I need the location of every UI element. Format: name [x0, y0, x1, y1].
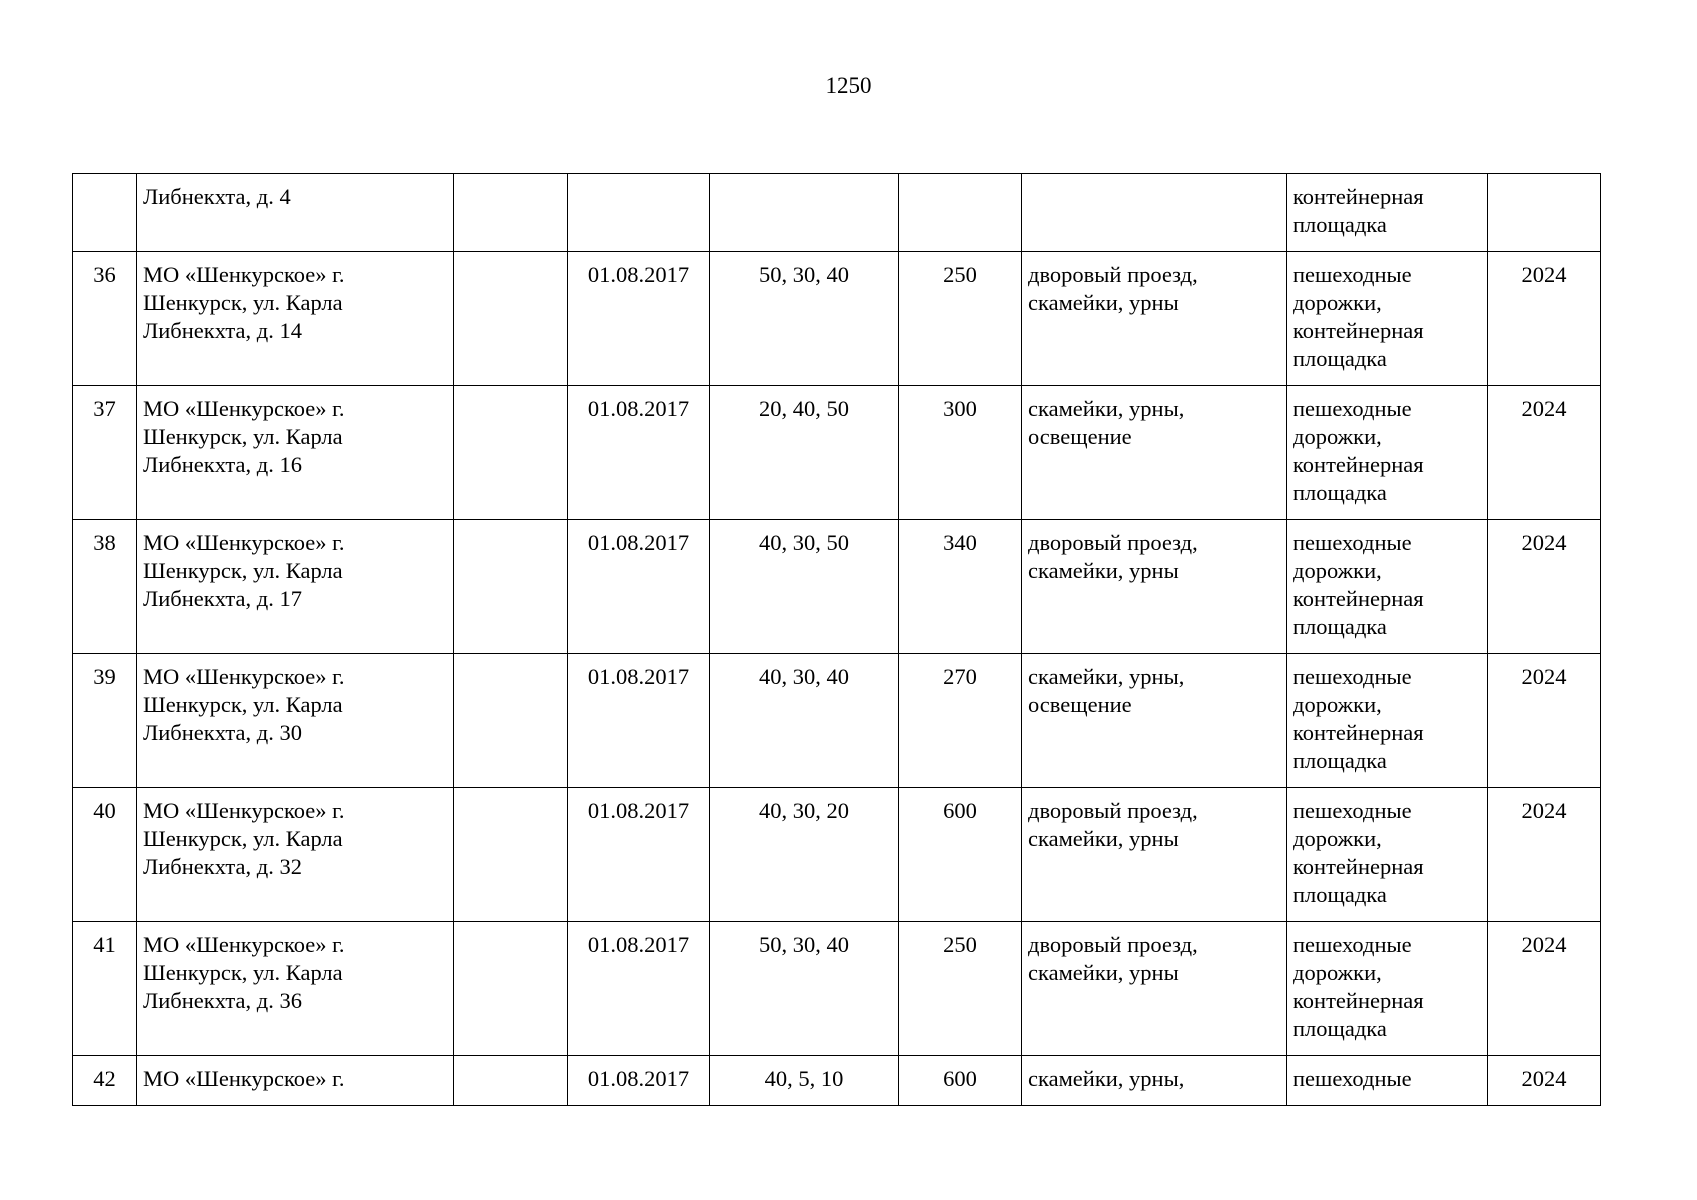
cell-additional-works-line: дорожки, [1293, 290, 1382, 315]
cell-additional-works [1287, 922, 1488, 1056]
cell-address [137, 654, 454, 788]
cell-works-line: скамейки, урны, [1028, 396, 1185, 421]
cell-year: 2024 [1488, 1056, 1601, 1106]
cell-empty [454, 654, 568, 788]
cell-additional-works [1287, 788, 1488, 922]
cell-works [1022, 386, 1287, 520]
cell-row-number [73, 174, 137, 252]
table-row [73, 174, 1601, 252]
cell-date: 01.08.2017 [568, 252, 710, 386]
cell-row-number: 38 [73, 520, 137, 654]
cell-address-line: Либнекхта, д. 17 [143, 586, 302, 611]
cell-date [568, 174, 710, 252]
cell-works-line: скамейки, урны [1028, 290, 1179, 315]
cell-address-line: Шенкурск, ул. Карла [143, 290, 343, 315]
cell-additional-works-line: контейнерная [1293, 184, 1424, 209]
cell-additional-works-line: дорожки, [1293, 826, 1382, 851]
cell-additional-works-line: пешеходные [1293, 530, 1412, 555]
cell-area: 340 [899, 520, 1022, 654]
table-body [73, 174, 1601, 1106]
cell-additional-works [1287, 252, 1488, 386]
cell-additional-works [1287, 174, 1488, 252]
cell-address-line: Либнекхта, д. 4 [143, 184, 291, 209]
cell-additional-works-line: дорожки, [1293, 558, 1382, 583]
cell-works-line: освещение [1028, 424, 1132, 449]
cell-area: 600 [899, 1056, 1022, 1106]
cell-address-line: Шенкурск, ул. Карла [143, 960, 343, 985]
cell-address-line: Шенкурск, ул. Карла [143, 692, 343, 717]
cell-additional-works-line: дорожки, [1293, 692, 1382, 717]
cell-additional-works-line: пешеходные [1293, 262, 1412, 287]
cell-additional-works-line: пешеходные [1293, 396, 1412, 421]
cell-year: 2024 [1488, 922, 1601, 1056]
cell-additional-works-line: площадка [1293, 212, 1387, 237]
cell-additional-works-line: пешеходные [1293, 664, 1412, 689]
cell-values: 50, 30, 40 [710, 252, 899, 386]
table-row [73, 252, 1601, 386]
cell-works [1022, 520, 1287, 654]
cell-year: 2024 [1488, 520, 1601, 654]
cell-works-line: дворовый проезд, [1028, 262, 1198, 287]
cell-date: 01.08.2017 [568, 386, 710, 520]
cell-additional-works-line: контейнерная [1293, 318, 1424, 343]
cell-additional-works [1287, 386, 1488, 520]
cell-values: 40, 30, 20 [710, 788, 899, 922]
cell-address [137, 1056, 454, 1106]
cell-address-line: Либнекхта, д. 16 [143, 452, 302, 477]
cell-row-number: 41 [73, 922, 137, 1056]
cell-date: 01.08.2017 [568, 788, 710, 922]
cell-address-line: МО «Шенкурское» г. [143, 1066, 345, 1091]
cell-works [1022, 174, 1287, 252]
cell-works [1022, 654, 1287, 788]
cell-additional-works-line: площадка [1293, 346, 1387, 371]
cell-additional-works-line: контейнерная [1293, 586, 1424, 611]
cell-area: 250 [899, 252, 1022, 386]
table-row [73, 654, 1601, 788]
cell-empty [454, 1056, 568, 1106]
cell-additional-works-line: площадка [1293, 1016, 1387, 1041]
cell-additional-works-line: контейнерная [1293, 988, 1424, 1013]
cell-address [137, 252, 454, 386]
cell-additional-works-line: дорожки, [1293, 960, 1382, 985]
cell-works-line: скамейки, урны [1028, 558, 1179, 583]
cell-works [1022, 1056, 1287, 1106]
cell-values: 40, 30, 50 [710, 520, 899, 654]
cell-works [1022, 252, 1287, 386]
table-row [73, 386, 1601, 520]
cell-additional-works-line: площадка [1293, 882, 1387, 907]
cell-additional-works-line: площадка [1293, 614, 1387, 639]
cell-address-line: МО «Шенкурское» г. [143, 932, 345, 957]
cell-year: 2024 [1488, 788, 1601, 922]
cell-row-number: 36 [73, 252, 137, 386]
cell-additional-works-line: дорожки, [1293, 424, 1382, 449]
improvement-table [72, 173, 1601, 1106]
cell-additional-works-line: контейнерная [1293, 452, 1424, 477]
cell-year [1488, 174, 1601, 252]
cell-works-line: скамейки, урны [1028, 826, 1179, 851]
cell-address-line: Либнекхта, д. 36 [143, 988, 302, 1013]
cell-values: 20, 40, 50 [710, 386, 899, 520]
table-row [73, 1056, 1601, 1106]
cell-address [137, 386, 454, 520]
cell-year: 2024 [1488, 386, 1601, 520]
cell-address-line: Шенкурск, ул. Карла [143, 826, 343, 851]
cell-additional-works-line: площадка [1293, 480, 1387, 505]
cell-works-line: скамейки, урны, [1028, 664, 1185, 689]
cell-empty [454, 174, 568, 252]
cell-works [1022, 788, 1287, 922]
cell-address-line: МО «Шенкурское» г. [143, 664, 345, 689]
cell-works-line: скамейки, урны [1028, 960, 1179, 985]
cell-additional-works-line: пешеходные [1293, 798, 1412, 823]
cell-address-line: МО «Шенкурское» г. [143, 798, 345, 823]
cell-empty [454, 922, 568, 1056]
cell-area: 300 [899, 386, 1022, 520]
cell-year: 2024 [1488, 654, 1601, 788]
cell-area [899, 174, 1022, 252]
cell-additional-works [1287, 654, 1488, 788]
cell-values [710, 174, 899, 252]
cell-address [137, 922, 454, 1056]
page-number: 1250 [825, 73, 872, 98]
cell-empty [454, 386, 568, 520]
table-row [73, 520, 1601, 654]
cell-additional-works-line: пешеходные [1293, 932, 1412, 957]
cell-works [1022, 922, 1287, 1056]
cell-works-line: освещение [1028, 692, 1132, 717]
cell-date: 01.08.2017 [568, 1056, 710, 1106]
cell-row-number: 40 [73, 788, 137, 922]
table-row [73, 922, 1601, 1056]
cell-additional-works-line: контейнерная [1293, 854, 1424, 879]
cell-address-line: МО «Шенкурское» г. [143, 530, 345, 555]
cell-address-line: Либнекхта, д. 30 [143, 720, 302, 745]
cell-values: 50, 30, 40 [710, 922, 899, 1056]
cell-address-line: Шенкурск, ул. Карла [143, 558, 343, 583]
cell-area: 250 [899, 922, 1022, 1056]
cell-works-line: дворовый проезд, [1028, 530, 1198, 555]
cell-address-line: Либнекхта, д. 14 [143, 318, 302, 343]
cell-address [137, 788, 454, 922]
cell-date: 01.08.2017 [568, 654, 710, 788]
cell-row-number: 42 [73, 1056, 137, 1106]
cell-empty [454, 252, 568, 386]
cell-empty [454, 520, 568, 654]
table-row [73, 788, 1601, 922]
cell-year: 2024 [1488, 252, 1601, 386]
cell-area: 600 [899, 788, 1022, 922]
cell-works-line: дворовый проезд, [1028, 798, 1198, 823]
cell-date: 01.08.2017 [568, 922, 710, 1056]
cell-address-line: Либнекхта, д. 32 [143, 854, 302, 879]
cell-row-number: 39 [73, 654, 137, 788]
cell-empty [454, 788, 568, 922]
cell-row-number: 37 [73, 386, 137, 520]
cell-additional-works-line: контейнерная [1293, 720, 1424, 745]
cell-additional-works [1287, 1056, 1488, 1106]
cell-area: 270 [899, 654, 1022, 788]
cell-address-line: Шенкурск, ул. Карла [143, 424, 343, 449]
cell-values: 40, 5, 10 [710, 1056, 899, 1106]
cell-additional-works [1287, 520, 1488, 654]
cell-additional-works-line: пешеходные [1293, 1066, 1412, 1091]
cell-values: 40, 30, 40 [710, 654, 899, 788]
cell-address [137, 174, 454, 252]
cell-additional-works-line: площадка [1293, 748, 1387, 773]
cell-address-line: МО «Шенкурское» г. [143, 262, 345, 287]
cell-works-line: скамейки, урны, [1028, 1066, 1185, 1091]
cell-date: 01.08.2017 [568, 520, 710, 654]
cell-works-line: дворовый проезд, [1028, 932, 1198, 957]
cell-address-line: МО «Шенкурское» г. [143, 396, 345, 421]
cell-address [137, 520, 454, 654]
